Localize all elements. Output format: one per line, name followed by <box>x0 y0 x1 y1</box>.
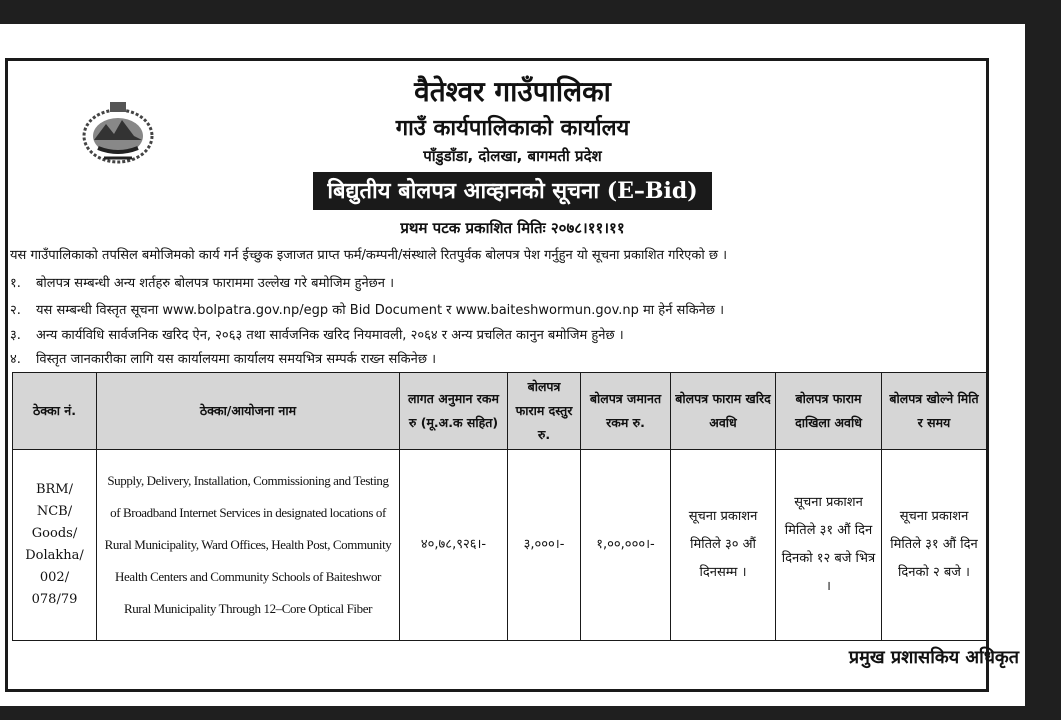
table-row <box>13 450 987 641</box>
cell-form-fee: ३,०००।- <box>508 450 581 641</box>
published-date: प्रथम पटक प्रकाशित मितिः २०७८।११।११ <box>400 219 625 237</box>
cell-cost-estimate: ४०,७८,९२६।- <box>400 450 508 641</box>
note-text: अन्य कार्यविधि सार्वजनिक खरिद ऐन, २०६३ तथा सार्वजनिक खरिद नियमावली, २०६४ र अन्य प्रचलित कानुन बमोजिम हुनेछ । <box>36 328 624 343</box>
note-number: ३. <box>10 328 21 343</box>
notice-banner: बिद्युतीय बोलपत्र आव्हानको सूचना (E–Bid) <box>313 172 711 210</box>
header-project-name: ठेक्का/आयोजना नाम <box>97 373 400 450</box>
note-item <box>10 349 436 367</box>
cell-bid-security: १,००,०००।- <box>581 450 671 641</box>
cell-project-name: Supply, Delivery, Installation, Commissioning and Testing of Broadband Internet Services in designated locations of Rural Municipality, Ward Offices, Health Post, Community Health Centers and Community Schools of Baiteshwor Rural Municipality Through 12–Core Optical Fiber <box>97 450 400 641</box>
municipality-title: वैतेश्वर गाउँपालिका <box>414 75 611 108</box>
note-item <box>10 300 724 318</box>
office-address: पाँडुडाँडा, दोलखा, बागमती प्रदेश <box>423 147 602 165</box>
cell-submission-period: सूचना प्रकाशन मितिले ३१ औं दिन दिनको १२ बजे भित्र । <box>776 450 882 641</box>
intro-text: यस गाउँपालिकाको तपसिल बमोजिमको कार्य गर्न ईच्छुक इजाजत प्राप्त फर्म/कम्पनी/संस्थाले रितपुर्वक बोलपत्र पेश गर्नुहुन यो सूचना प्रकाशित गरिएको छ । <box>10 248 728 263</box>
note-text: विस्तृत जानकारीका लागि यस कार्यालयमा कार्यालय समयभित्र सम्पर्क राख्न सकिनेछ । <box>36 352 437 367</box>
header-bid-security: बोलपत्र जमानत रकम रु. <box>581 373 671 450</box>
banner-wrap <box>0 172 1025 210</box>
note-item <box>10 273 394 291</box>
bid-table <box>12 372 987 641</box>
header-contract-no: ठेक्का नं. <box>13 373 97 450</box>
note-item <box>10 325 624 343</box>
header-form-fee: बोलपत्र फाराम दस्तुर रु. <box>508 373 581 450</box>
note-number: ४. <box>10 352 21 367</box>
note-text: बोलपत्र सम्बन्धी अन्य शर्तहरु बोलपत्र फाराममा उल्लेख गरे बमोजिम हुनेछन । <box>36 276 395 291</box>
note-number: २. <box>10 303 21 318</box>
cell-purchase-period: सूचना प्रकाशन मितिले ३० औं दिनसम्म । <box>671 450 776 641</box>
office-title: गाउँ कार्यपालिकाको कार्यालय <box>395 116 630 141</box>
note-text: यस सम्बन्धी विस्तृत सूचना www.bolpatra.gov.np/egp को Bid Document र www.baiteshwormun.gov.np मा हेर्न सकिनेछ । <box>36 303 725 318</box>
header-cost-estimate: लागत अनुमान रकम रु (मू.अ.क सहित) <box>400 373 508 450</box>
table-header-row <box>13 373 987 450</box>
signature-title: प्रमुख प्रशासकिय अधिकृत <box>848 647 1019 668</box>
cell-opening-date: सूचना प्रकाशन मितिले ३१ औं दिन दिनको २ बजे । <box>882 450 987 641</box>
header-submission-period: बोलपत्र फाराम दाखिला अवधि <box>776 373 882 450</box>
cell-contract-no: BRM/ NCB/ Goods/ Dolakha/ 002/ 078/79 <box>13 450 97 641</box>
header-opening-date: बोलपत्र खोल्ने मिति र समय <box>882 373 987 450</box>
note-number: १. <box>10 276 21 291</box>
header-purchase-period: बोलपत्र फाराम खरिद अवधि <box>671 373 776 450</box>
